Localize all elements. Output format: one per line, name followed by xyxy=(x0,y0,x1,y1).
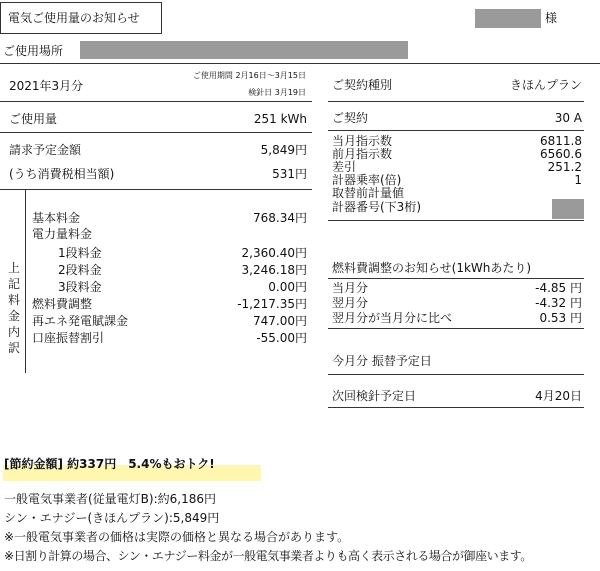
tax-label: (うち消費税相当額) xyxy=(9,167,115,181)
contract-type-label: ご契約種別 xyxy=(332,78,393,92)
transfer-discount-value: -55.00円 xyxy=(256,331,307,345)
billing-month: 2021年3月分 xyxy=(9,79,84,93)
honorific: 様 xyxy=(545,11,558,25)
renewable-levy-label: 再エネ発電賦課金 xyxy=(32,314,129,328)
tier2-value: 3,246.18円 xyxy=(241,263,307,277)
transfer-date-label: 今月分 振替予定日 xyxy=(332,354,432,368)
usage-period: ご使用期間 2月16日～3月15日 xyxy=(192,71,306,80)
renewable-levy-value: 747.00円 xyxy=(253,314,307,328)
place-label: ご使用場所 xyxy=(3,44,64,58)
meter-diff-value: 251.2 xyxy=(547,160,582,174)
transfer-discount-label: 口座振替割引 xyxy=(32,331,105,345)
tier3-label: 3段料金 xyxy=(58,280,102,294)
tax-value: 531円 xyxy=(272,167,307,181)
shin-energy-price: シン・エナジー(きほんプラン):5,849円 xyxy=(4,511,220,525)
fuel-adjust-label: 燃料費調整 xyxy=(32,297,93,311)
general-provider-price: 一般電気事業者(従量電灯B):約6,186円 xyxy=(4,492,216,506)
meter-previous-label: 前月指示数 xyxy=(332,147,393,161)
breakdown-vertical-3: 料 xyxy=(8,293,21,307)
tier3-value: 0.00円 xyxy=(268,280,307,294)
disclaimer-1: ※一般電気事業者の価格は実際の価格と異なる場合があります。 xyxy=(4,530,350,544)
contract-value: 30 A xyxy=(554,111,582,125)
tier1-label: 1段料金 xyxy=(58,246,102,260)
meter-replace-label: 取替前計量値 xyxy=(332,186,405,200)
fuel-next-value: -4.32 円 xyxy=(535,296,582,310)
meter-diff-label: 差引 xyxy=(332,160,357,174)
meter-number-label: 計器番号(下3桁) xyxy=(332,200,421,214)
fuel-adjust-value: -1,217.35円 xyxy=(237,297,307,311)
customer-name-redacted xyxy=(475,9,541,28)
usage-value: 251 kWh xyxy=(253,112,307,126)
breakdown-vertical-2: 記 xyxy=(8,277,21,291)
basic-charge-label: 基本料金 xyxy=(32,211,81,225)
tier2-label: 2段料金 xyxy=(58,263,102,277)
place-underline xyxy=(0,63,600,64)
usage-label: ご使用量 xyxy=(9,112,58,126)
meter-previous-value: 6560.6 xyxy=(540,147,582,161)
breakdown-divider xyxy=(25,189,26,373)
inspection-date: 検針日 3月19日 xyxy=(248,88,306,97)
meter-current-label: 当月指示数 xyxy=(332,134,393,148)
tier1-value: 2,360.40円 xyxy=(241,246,307,260)
meter-number-redacted xyxy=(552,199,584,219)
page-title: 電気ご使用量のお知らせ xyxy=(8,11,140,25)
meter-multiplier-label: 計器乗率(倍) xyxy=(332,173,402,187)
breakdown-vertical-4: 金 xyxy=(8,309,21,323)
next-inspection-value: 4月20日 xyxy=(535,389,582,403)
billing-label: 請求予定金額 xyxy=(9,143,82,157)
fuel-current-label: 当月分 xyxy=(332,281,369,295)
meter-current-value: 6811.8 xyxy=(540,134,582,148)
fuel-current-value: -4.85 円 xyxy=(535,281,582,295)
basic-charge-value: 768.34円 xyxy=(253,211,307,225)
fuel-notice-title: 燃料費調整のお知らせ(1kWhあたり) xyxy=(332,261,532,275)
meter-multiplier-value: 1 xyxy=(574,173,582,187)
breakdown-vertical-1: 上 xyxy=(8,261,21,275)
energy-charge-label: 電力量料金 xyxy=(32,227,93,241)
breakdown-vertical-5: 内 xyxy=(8,325,21,339)
savings-amount: [節約金額] 約337円 5.4%もおトク! xyxy=(4,457,215,471)
next-inspection-label: 次回検針予定日 xyxy=(332,389,417,403)
billing-value: 5,849円 xyxy=(260,143,307,157)
disclaimer-2: ※日割り計算の場合、シン・エナジー料金が一般電気事業者よりも高く表示される場合が御座います。 xyxy=(4,549,532,563)
address-redacted xyxy=(80,41,408,59)
fuel-next-label: 翌月分 xyxy=(332,296,369,310)
breakdown-vertical-6: 訳 xyxy=(8,341,21,355)
fuel-compare-label: 翌月分が当月分に比べ xyxy=(332,311,453,325)
contract-label: ご契約 xyxy=(332,111,369,125)
fuel-compare-value: 0.53 円 xyxy=(539,311,582,325)
contract-type-value: きほんプラン xyxy=(509,78,582,92)
